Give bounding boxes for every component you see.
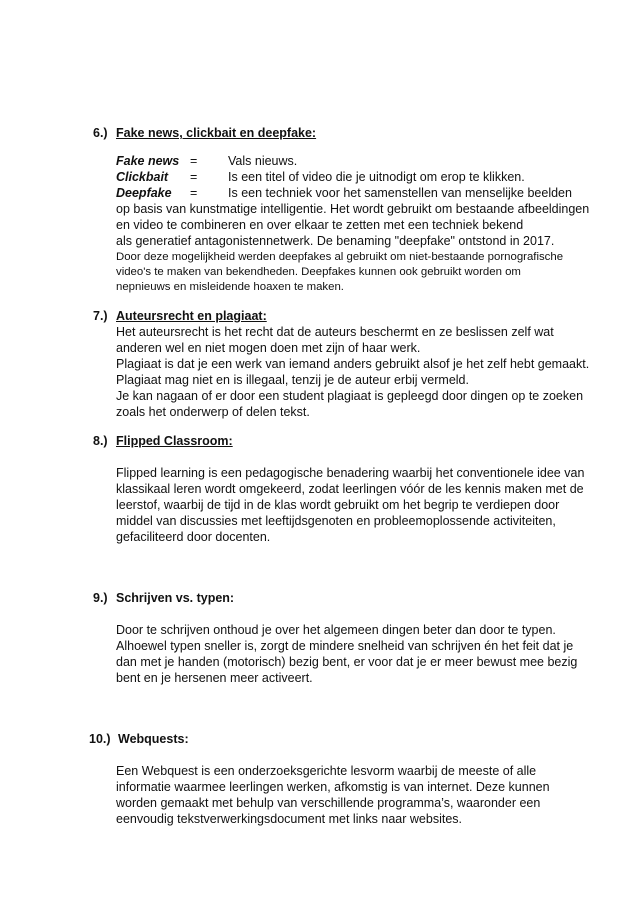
text-line: anderen wel en niet mogen doen met zijn of haar werk. bbox=[116, 341, 421, 355]
text-line: zoals het onderwerp of delen tekst. bbox=[116, 405, 310, 419]
text-line: middel van discussies met leeftijdsgenoten en probleemoplossende activiteiten, bbox=[116, 514, 556, 528]
text-line: en video te combineren en over elkaar te zetten met een techniek bekend bbox=[116, 218, 524, 232]
text-line: bent en je hersenen meer activeert. bbox=[116, 671, 313, 685]
text-line: op basis van kunstmatige intelligentie. Het wordt gebruikt om bestaande afbeeldingen bbox=[116, 202, 590, 216]
section-number: 7.) bbox=[93, 309, 108, 323]
text-line: dan met je handen (motorisch) bezig bent, er voor dat je er meer bewust mee bezig bbox=[116, 655, 578, 669]
section-title: Fake news, clickbait en deepfake: bbox=[116, 126, 317, 140]
text-line: Het auteursrecht is het recht dat de auteurs beschermt en ze beslissen zelf wat bbox=[116, 325, 554, 339]
text-line: leerstof, waarbij de tijd in de klas wordt gebruikt om het begrip te verdiepen door bbox=[116, 498, 560, 512]
text-line: Door te schrijven onthoud je over het algemeen dingen beter dan door te typen. bbox=[116, 623, 556, 637]
term-fake-news: Fake news bbox=[116, 154, 180, 168]
section-number: 6.) bbox=[93, 126, 108, 140]
text-line: nepnieuws en misleidende hoaxen te maken. bbox=[116, 281, 344, 293]
equals-sign: = bbox=[190, 154, 198, 168]
text-line: Plagiaat mag niet en is illegaal, tenzij je de auteur erbij vermeld. bbox=[116, 373, 469, 387]
term-deepfake: Deepfake bbox=[116, 186, 172, 200]
text-line: worden gemaakt met behulp van verschillende programma’s, waaronder een bbox=[116, 796, 541, 810]
text-line: Plagiaat is dat je een werk van iemand anders gebruikt alsof je het zelf hebt gemaakt. bbox=[116, 357, 590, 371]
text-line: gefaciliteerd door docenten. bbox=[116, 530, 271, 544]
text-line: Alhoewel typen sneller is, zorgt de mindere snelheid van schrijven én het feit dat je bbox=[116, 639, 574, 653]
section-number: 9.) bbox=[93, 591, 108, 605]
equals-sign: = bbox=[190, 170, 198, 184]
text-line: Je kan nagaan of er door een student plagiaat is gepleegd door dingen op te zoeken bbox=[116, 389, 584, 403]
section-number: 10.) bbox=[89, 732, 111, 746]
definition-text: Is een titel of video die je uitnodigt om erop te klikken. bbox=[228, 170, 525, 184]
section-number: 8.) bbox=[93, 434, 108, 448]
definition-text: Is een techniek voor het samenstellen van menselijke beelden bbox=[228, 186, 572, 200]
section-title: Auteursrecht en plagiaat: bbox=[116, 309, 267, 323]
section-title: Flipped Classroom: bbox=[116, 434, 233, 448]
equals-sign: = bbox=[190, 186, 198, 200]
text-line: informatie waarmee leerlingen werken, afkomstig is van internet. Deze kunnen bbox=[116, 780, 550, 794]
term-clickbait: Clickbait bbox=[116, 170, 169, 184]
text-line: klassikaal leren wordt omgekeerd, zodat leerlingen vóór de les kennis maken met de bbox=[116, 482, 584, 496]
text-line: video's te maken van bekendheden. Deepfakes kunnen ook gebruikt worden om bbox=[116, 266, 521, 278]
section-title: Schrijven vs. typen: bbox=[116, 591, 235, 605]
text-line: Een Webquest is een onderzoeksgerichte lesvorm waarbij de meeste of alle bbox=[116, 764, 537, 778]
text-line: Door deze mogelijkheid werden deepfakes al gebruikt om niet-bestaande pornografische bbox=[116, 251, 564, 263]
definition-text: Vals nieuws. bbox=[228, 154, 298, 168]
section-title: Webquests: bbox=[118, 732, 189, 746]
text-line: eenvoudig tekstverwerkingsdocument met links naar websites. bbox=[116, 812, 463, 826]
text-line: Flipped learning is een pedagogische benadering waarbij het conventionele idee van bbox=[116, 466, 585, 480]
text-line: als generatief antagonistennetwerk. De benaming "deepfake" ontstond in 2017. bbox=[116, 234, 555, 248]
